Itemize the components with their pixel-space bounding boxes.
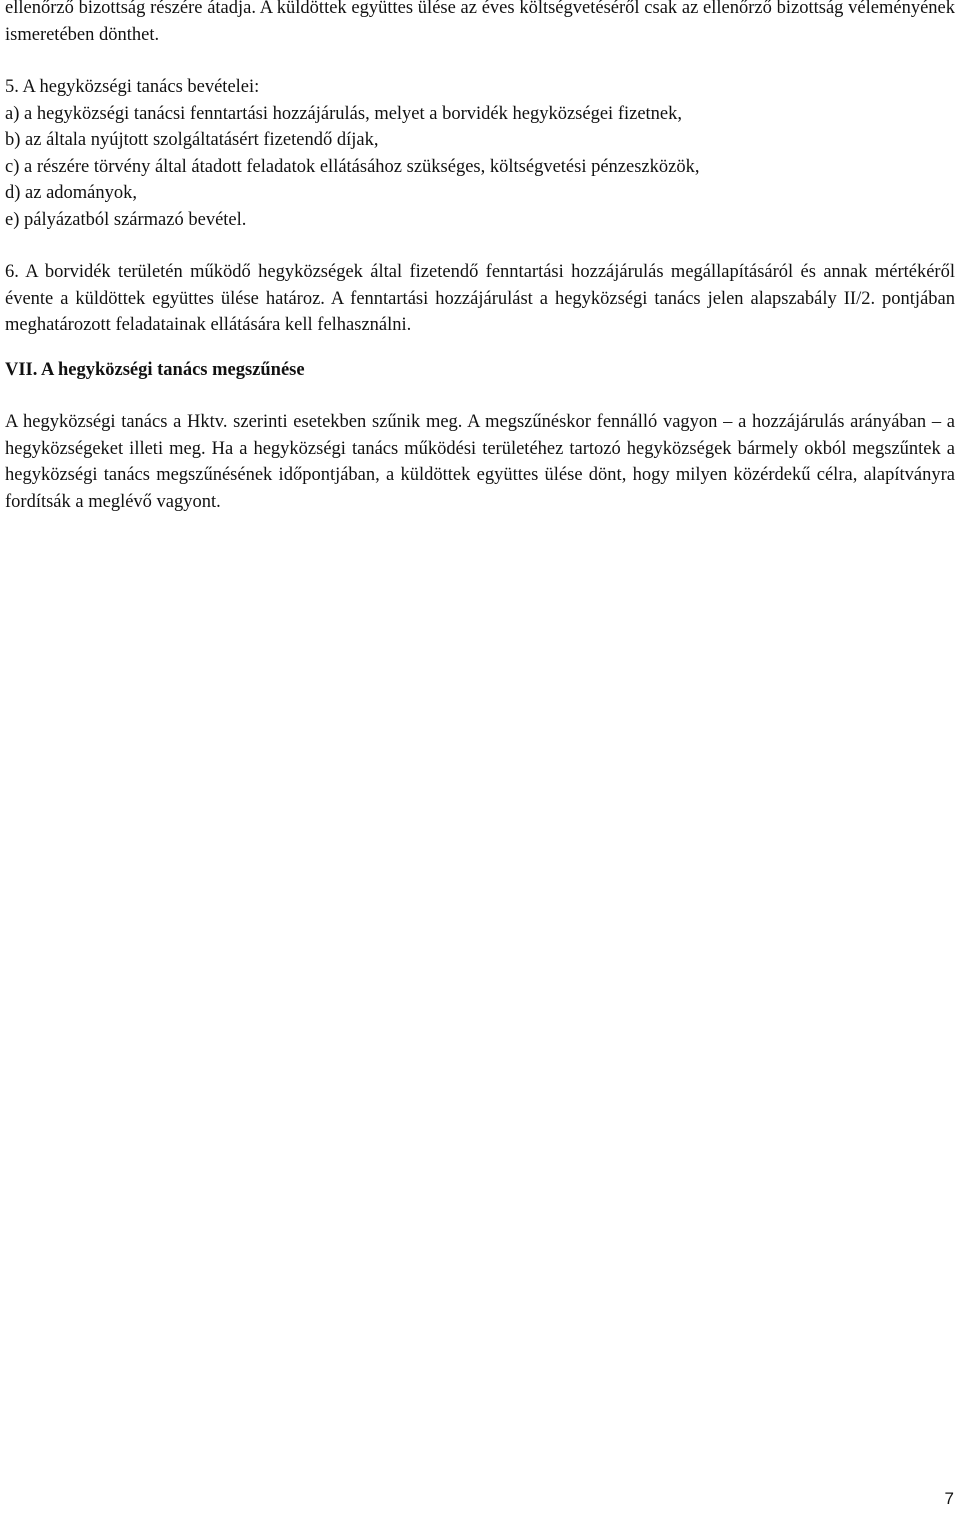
section-7-paragraph: A hegyközségi tanács a Hktv. szerinti esetekben szűnik meg. A megszűnéskor fennálló vagyon – a hozzájárulás arányában – a hegyközségeket illeti meg. Ha a hegyközségi tanács működési területéhez tartozó hegyközségek bármely okból megszűntek a hegyközségi tanács megszűnésének időpontjában, a küldöttek együttes ülése dönt, hogy milyen közérdekű célra, alapítványra fordítsák a meglévő vagyont.: [5, 412, 955, 512]
spacer: [5, 383, 955, 409]
section-5-revenues: [5, 74, 955, 233]
spacer: [5, 48, 955, 74]
revenue-item-e: e) pályázatból származó bevétel.: [5, 209, 247, 230]
spacer: [5, 233, 955, 259]
revenue-item-a: a) a hegyközségi tanácsi fenntartási hozzájárulás, melyet a borvidék hegyközségei fizetnek,: [5, 103, 683, 124]
spacer: [5, 339, 955, 357]
document-page: [5, 0, 955, 515]
revenue-item-b: b) az általa nyújtott szolgáltatásért fizetendő díjak,: [5, 130, 379, 150]
intro-paragraph: ellenőrző bizottság részére átadja. A küldöttek együttes ülése az éves költségvetéséről csak az ellenőrző bizottság véleményének ismeretében dönthet.: [5, 0, 955, 45]
section-7-heading: VII. A hegyközségi tanács megszűnése: [5, 359, 305, 380]
section-6-paragraph: 6. A borvidék területén működő hegyközségek által fizetendő fenntartási hozzájárulás megállapításáról és annak mértékéről évente a küldöttek együttes ülése határoz. A fenntartási hozzájárulást a hegyközségi tanács jelen alapszabály II/2. pontjában meghatározott feladatainak ellátására kell felhasználni.: [5, 262, 955, 335]
revenue-item-c: c) a részére törvény által átadott feladatok ellátásához szükséges, költségvetési pénzeszközök,: [5, 156, 700, 177]
section-5-title: 5. A hegyközségi tanács bevételei:: [5, 77, 260, 97]
page-number: 7: [944, 1489, 954, 1508]
revenue-item-d: d) az adományok,: [5, 183, 138, 203]
